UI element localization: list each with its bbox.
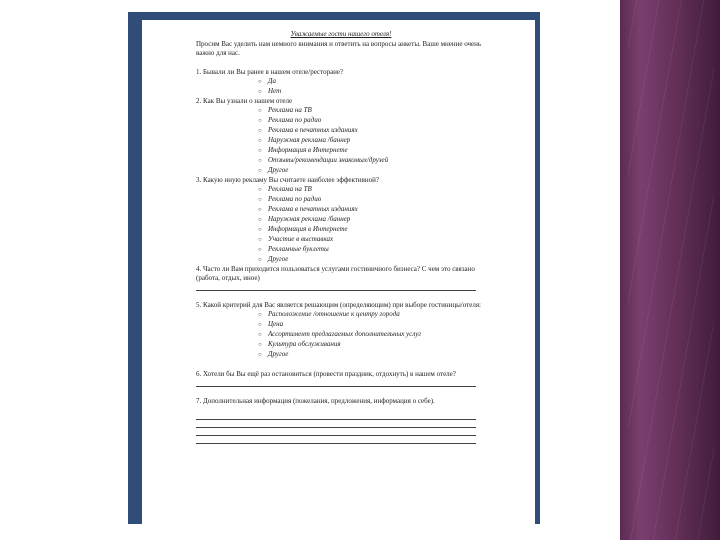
option: ○ Культура обслуживания — [258, 340, 486, 350]
option: ○ Реклама в печатных изданиях — [258, 205, 486, 215]
question-5: 5. Какой критерий для Вас является решающим (определяющим) при выборе гостиницы/отеля: — [196, 301, 481, 309]
option: ○ Наружная реклама /баннер — [258, 136, 486, 146]
document-page — [142, 20, 535, 524]
option: ○ Реклама на ТВ — [258, 185, 486, 195]
answer-line — [196, 412, 476, 420]
option: ○ Участие в выставках — [258, 235, 486, 245]
question-7: 7. Дополнительная информация (пожелания, предложения, информация о себе). — [196, 397, 435, 405]
option: ○ Наружная реклама /баннер — [258, 215, 486, 225]
option: ○ Отзывы/рекомендации знакомых/друзей — [258, 156, 486, 166]
decorative-stripes — [628, 0, 714, 540]
answer-line — [196, 283, 476, 291]
option: ○ Информация в Интернете — [258, 225, 486, 235]
option: ○ Реклама на ТВ — [258, 106, 486, 116]
answer-line — [196, 428, 476, 436]
answer-line — [196, 436, 476, 444]
option: ○ Да — [258, 77, 486, 87]
question-2-options — [258, 106, 486, 176]
survey-document — [196, 30, 486, 444]
option: ○ Реклама по радио — [258, 116, 486, 126]
option: ○ Цена — [258, 320, 486, 330]
answer-line — [196, 420, 476, 428]
question-1: 1. Бывали ли Вы ранее в нашем отеле/ресторане? — [196, 68, 344, 76]
option: ○ Реклама в печатных изданиях — [258, 126, 486, 136]
question-4: 4. Часто ли Вам приходится пользоваться услугами гостиничного бизнеса? С чем это связано (работа, отдых, иное) — [196, 265, 475, 282]
question-1-options — [258, 77, 486, 97]
option: ○ Нет — [258, 87, 486, 97]
option: ○ Другое — [258, 255, 486, 265]
question-5-options — [258, 310, 486, 360]
option: ○ Информация в Интернете — [258, 146, 486, 156]
question-2: 2. Как Вы узнали о нашем отеле — [196, 97, 293, 105]
survey-intro: Просим Вас уделить нам немного внимания и ответить на вопросы анкеты. Ваше мнение очень важно для нас. — [196, 40, 482, 57]
question-3-options — [258, 185, 486, 265]
option: ○ Другое — [258, 350, 486, 360]
question-6: 6. Хотели бы Вы ещё раз остановиться (провести праздник, отдохнуть) в нашем отеле? — [196, 370, 456, 378]
option: ○ Другое — [258, 166, 486, 176]
option: ○ Ассортимент предлагаемых дополнительных услуг — [258, 330, 486, 340]
answer-line — [196, 379, 476, 387]
question-3: 3. Какую иную рекламу Вы считаете наиболее эффективной? — [196, 176, 379, 184]
option: ○ Реклама по радио — [258, 195, 486, 205]
survey-title: Уважаемые гости нашего отеля! — [290, 30, 392, 38]
option: ○ Рекламные буклеты — [258, 245, 486, 255]
option: ○ Расположение /отношение к центру города — [258, 310, 486, 320]
